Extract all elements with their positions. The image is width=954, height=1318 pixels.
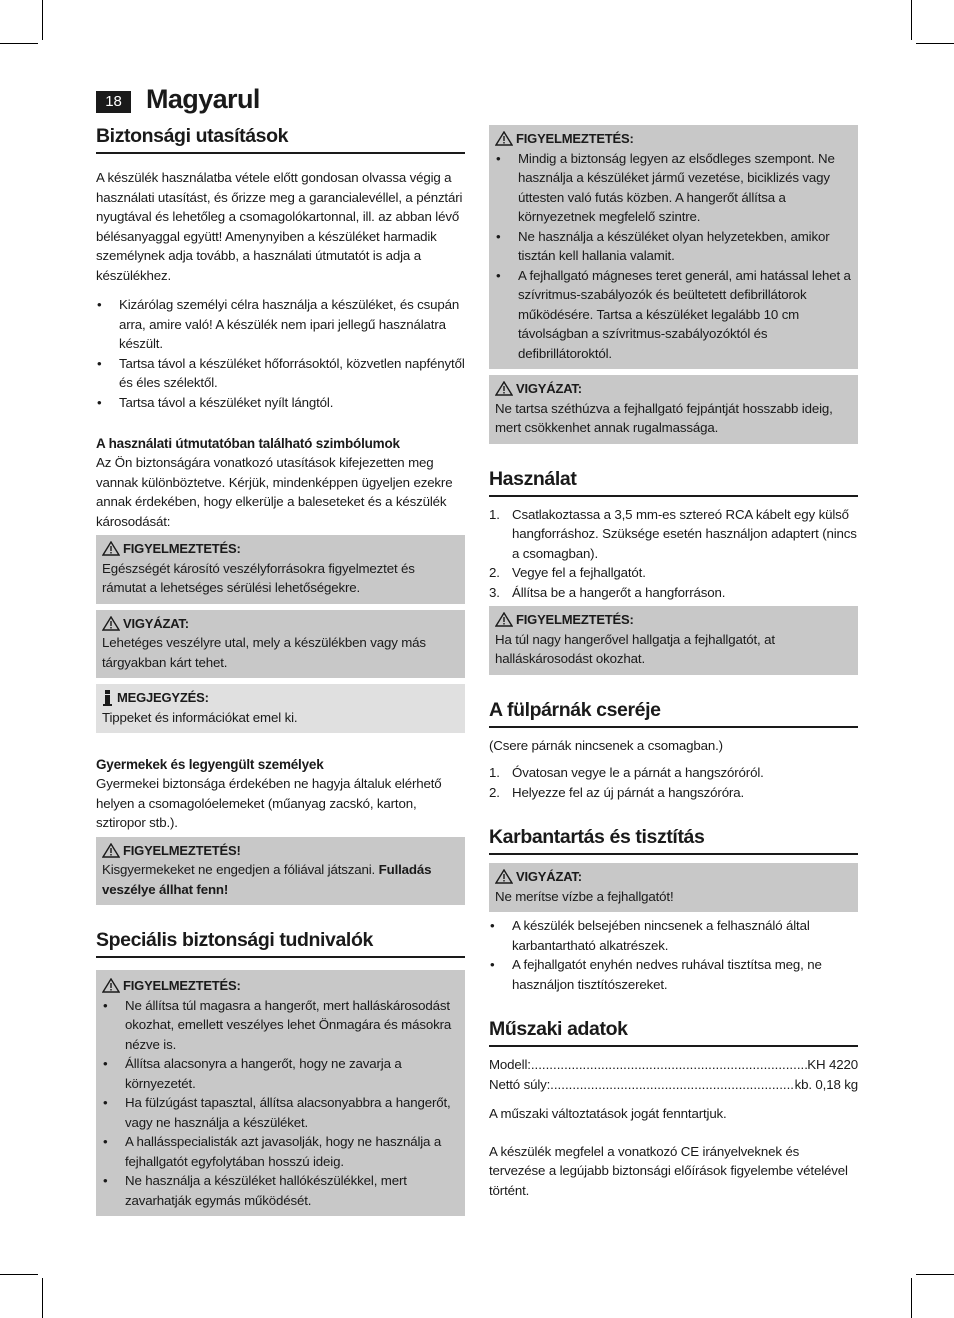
warning-box: FIGYELMEZTETÉS: Egészségét károsító veszélyforrásokra figyelmeztet és rámutat a lehetséges sérülési lehetőségekre. bbox=[96, 535, 465, 604]
spec-row-model: Modell: ..... KH 4220 bbox=[489, 1055, 858, 1075]
earpads-note: (Csere párnák nincsenek a csomagban.) bbox=[489, 737, 723, 753]
crop-mark bbox=[42, 1278, 43, 1318]
subheading-symbols: A használati útmutatóban található szimbólumok bbox=[96, 436, 400, 451]
earpads-steps bbox=[489, 763, 858, 802]
crop-mark bbox=[911, 0, 912, 40]
maintenance-bullets bbox=[489, 916, 858, 994]
section-heading-safety: Biztonsági utasítások bbox=[96, 123, 465, 154]
warning-triangle-icon bbox=[102, 978, 120, 993]
usage-steps bbox=[489, 505, 858, 603]
list-item: • A fejhallgatót enyhén nedves ruhával tisztítsa meg, ne használjon tisztítószereket. bbox=[490, 957, 822, 992]
section-heading-maintenance: Karbantartás és tisztítás bbox=[489, 824, 858, 855]
caution-box: VIGYÁZAT: Ne tartsa széthúzva a fejhallgató fejpántját hosszabb ideig, mert csökkenhet annak rugalmassága. bbox=[489, 375, 858, 444]
list-item: • Tartsa távol a készüléket hőforrásoktól, közvetlen napfénytől és éles szélektől. bbox=[97, 355, 465, 390]
crop-mark bbox=[911, 1278, 912, 1318]
safety-intro: A készülék használatba vétele előtt gondosan olvassa végig a használati utasítást, és őrizze meg a garancialevéllel, a pénztári nyugtával és lehetőleg a csomagolókartonnal, ill. az abban lévő bélésanyaggal együtt! Amenynyiben a készüléket harmadik személynek adja tovább, a használati útmutatót is adja a készülékhez. bbox=[96, 170, 463, 283]
section-heading-specs: Műszaki adatok bbox=[489, 1016, 858, 1047]
list-item: • Kizárólag személyi célra használja a készüléket, és csupán arra, amire való! A készülék nem ipari jellegű használatra készült. bbox=[97, 297, 460, 351]
list-item: 3. Állítsa be a hangerőt a hangforráson. bbox=[489, 584, 726, 600]
safety-bullets bbox=[96, 295, 465, 412]
page-title: Magyarul bbox=[146, 84, 260, 114]
list-item: • Állítsa alacsonyra a hangerőt, hogy ne zavarja a környezetét. bbox=[103, 1056, 402, 1091]
warning-triangle-icon bbox=[495, 869, 513, 884]
list-item: 2. Vegye fel a fejhallgatót. bbox=[489, 565, 646, 580]
caution-box: VIGYÁZAT: Lehetéges veszélyre utal, mely a készülékben vagy más tárgyakban kárt tehet. bbox=[96, 610, 465, 679]
symbols-text: Az Ön biztonságára vonatkozó utasítások kifejezetten meg vannak különböztetve. Kérjük, mindenképpen ügyeljen ezekre annak érdekében, hogy elkerülje a baleseteket és a készülék károsodását: bbox=[96, 455, 453, 529]
list-item: • Tartsa távol a készüléket nyílt lángtól. bbox=[97, 394, 334, 410]
list-item: • Ne állítsa túl magasra a hangerőt, mert halláskárosodást okozhat, emellett veszélyes lehet Önmagára és másokra nézve is. bbox=[103, 997, 452, 1052]
list-item: • A hallásspecialisták azt javasolják, hogy ne használja a fejhallgatót egyfolytában hosszú ideig. bbox=[103, 1134, 442, 1169]
caution-box: VIGYÁZAT: Ne merítse vízbe a fejhallgatót! bbox=[489, 863, 858, 912]
crop-mark bbox=[916, 43, 954, 44]
warning-triangle-icon bbox=[102, 541, 120, 556]
list-item: • Ha fülzúgást tapasztal, állítsa alacsonyabbra a hangerőt, vagy ne használja a készüléket. bbox=[103, 1095, 451, 1130]
note-box: MEGJEGYZÉS: Tippeket és információkat emel ki. bbox=[96, 684, 465, 733]
list-item: 1. Óvatosan vegye le a párnát a hangszóróról. bbox=[489, 765, 764, 780]
info-icon bbox=[102, 690, 114, 706]
crop-mark bbox=[0, 1274, 38, 1275]
list-item: • A készülék belsejében nincsenek a felhasználó által karbantartható alkatrészek. bbox=[490, 918, 810, 953]
section-heading-usage: Használat bbox=[489, 466, 858, 497]
warning-triangle-icon bbox=[495, 381, 513, 396]
warning-box: FIGYELMEZTETÉS: • Ne állítsa túl magasra a hangerőt, mert halláskárosodást okozhat, emellett veszélyes lehet Önmagára és másokra nézve is. • Állítsa alacsonyra a hangerőt, hogy ne zavarja a környezetét. • Ha fülzúgást tapasztal, állítsa alacsonyabbra a hangerőt, vagy ne használja a készüléket. • A hallásspecialisták azt javasolják, hogy ne használja a fejhallgatót egyfolytában hosszú ideig. • Ne használja a készüléket hallókészülékkel, mert zavarhatják egymás működését. bbox=[96, 970, 465, 1216]
warning-triangle-icon bbox=[495, 131, 513, 146]
right-column bbox=[489, 125, 858, 1200]
section-heading-special: Speciális biztonsági tudnivalók bbox=[96, 927, 465, 958]
spec-row-weight: Nettó súly: ..... kb. 0,18 kg bbox=[489, 1075, 858, 1095]
specs-ce: A készülék megfelel a vonatkozó CE irányelveknek és tervezése a legújabb biztonsági előírások figyelembe vételével történt. bbox=[489, 1143, 848, 1198]
list-item: • Mindig a biztonság legyen az elsődleges szempont. Ne használja a készüléket jármű vezetése, biciklizés vagy úttesten való futás közben. A hangerőt állítsa a környezetnek megfelelő szintre. bbox=[496, 150, 835, 224]
warning-triangle-icon bbox=[102, 843, 120, 858]
warning-box: FIGYELMEZTETÉS! Kisgyermekeket ne engedjen a fóliával játszani. Fulladás veszélye állhat fenn! bbox=[96, 837, 465, 906]
children-text: Gyermekei biztonsága érdekében ne hagyja általuk elérhető helyen a csomagolóelemeket (műanyag zacskó, karton, sztiropor stb.). bbox=[96, 776, 442, 830]
warning-triangle-icon bbox=[102, 616, 120, 631]
left-column bbox=[96, 123, 465, 1216]
specs-reserve: A műszaki változtatások jogát fenntartjuk. bbox=[489, 1106, 727, 1121]
warning-box: FIGYELMEZTETÉS: • Mindig a biztonság legyen az elsődleges szempont. Ne használja a készüléket jármű vezetése, biciklizés vagy úttesten való futás közben. A hangerőt állítsa a környezetnek megfelelő szintre. • Ne használja a készüléket olyan helyzetekben, amikor tisztán kell hallania valamit. • A fejhallgató mágneses teret generál, ami hatással lehet a szívritmus-szabályozók és beültetett defibrillátorok működésére. Tartsa a készüléket legalább 10 cm távolságban a szívritmus-szabályozóktól és defibrillátoroktól. bbox=[489, 125, 858, 369]
list-item: • A fejhallgató mágneses teret generál, ami hatással lehet a szívritmus-szabályozók és beültetett defibrillátorok működésére. Tartsa a készüléket legalább 10 cm távolságban a szívritmus-szabályozóktól és defibrillátoroktól. bbox=[496, 267, 851, 361]
crop-mark bbox=[0, 43, 38, 44]
list-item: 1. Csatlakoztassa a 3,5 mm-es sztereó RCA kábelt egy külső hangforráshoz. Szüksége esetén használjon adaptert (nincs a csomagban). bbox=[489, 506, 857, 561]
warning-triangle-icon bbox=[495, 612, 513, 627]
page-number: 18 bbox=[96, 91, 131, 113]
list-item: 2. Helyezze fel az új párnát a hangszóróra. bbox=[489, 784, 745, 800]
crop-mark bbox=[42, 0, 43, 40]
list-item: • Ne használja a készüléket olyan helyzetekben, amikor tisztán kell hallania valamit. bbox=[496, 228, 830, 263]
warning-box: FIGYELMEZTETÉS: Ha túl nagy hangerővel hallgatja a fejhallgatót, at halláskárosodást okozhat. bbox=[489, 606, 858, 675]
subheading-children: Gyermekek és legyengült személyek bbox=[96, 757, 324, 772]
section-heading-earpads: A fülpárnák cseréje bbox=[489, 697, 858, 728]
crop-mark bbox=[916, 1274, 954, 1275]
list-item: • Ne használja a készüléket hallókészülékkel, mert zavarhatják egymás működését. bbox=[103, 1173, 407, 1208]
page-header bbox=[96, 86, 496, 118]
